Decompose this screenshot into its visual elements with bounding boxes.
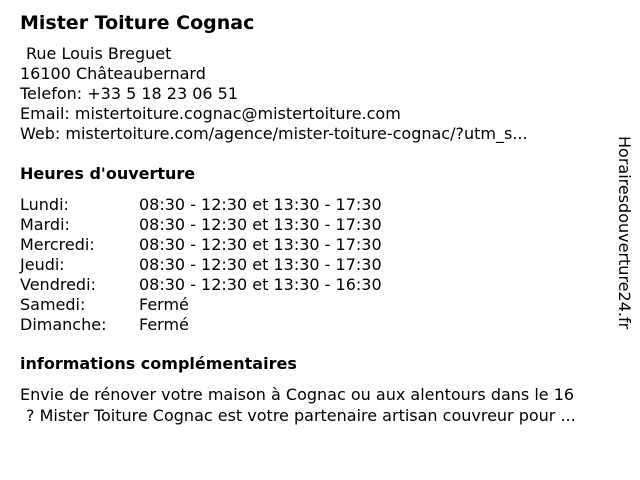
hours-row-tuesday <box>20 215 382 235</box>
day-hours: 08:30 - 12:30 et 13:30 - 17:30 <box>139 195 382 214</box>
contact-block <box>20 44 528 144</box>
business-name: Mister Toiture Cognac <box>20 12 255 34</box>
day-hours: 08:30 - 12:30 et 13:30 - 16:30 <box>139 275 382 294</box>
hours-table <box>20 195 382 335</box>
hours-row-friday <box>20 275 382 295</box>
info-text <box>20 384 630 426</box>
hours-row-thursday <box>20 255 382 275</box>
day-label: Vendredi: <box>20 275 96 294</box>
hours-row-sunday <box>20 315 382 335</box>
day-hours: Fermé <box>139 295 189 314</box>
day-hours: 08:30 - 12:30 et 13:30 - 17:30 <box>139 215 382 234</box>
city-address: 16100 Châteaubernard <box>20 64 206 83</box>
hours-heading: Heures d'ouverture <box>20 164 196 183</box>
email-line: Email: mistertoiture.cognac@mistertoiture.com <box>20 104 401 123</box>
day-label: Samedi: <box>20 295 86 314</box>
info-line-2: ? Mister Toiture Cognac est votre partenaire artisan couvreur pour ... <box>26 406 576 425</box>
day-label: Lundi: <box>20 195 69 214</box>
hours-row-wednesday <box>20 235 382 255</box>
day-label: Mardi: <box>20 215 70 234</box>
hours-row-monday <box>20 195 382 215</box>
day-hours: 08:30 - 12:30 et 13:30 - 17:30 <box>139 255 382 274</box>
info-heading: informations complémentaires <box>20 354 297 373</box>
day-label: Dimanche: <box>20 315 107 334</box>
street-address: Rue Louis Breguet <box>26 44 172 63</box>
web-line: Web: mistertoiture.com/agence/mister-toiture-cognac/?utm_s... <box>20 124 528 143</box>
day-label: Mercredi: <box>20 235 95 254</box>
info-line-1: Envie de rénover votre maison à Cognac ou aux alentours dans le 16 <box>20 385 575 404</box>
phone-line: Telefon: +33 5 18 23 06 51 <box>20 84 239 103</box>
hours-row-saturday <box>20 295 382 315</box>
day-hours: Fermé <box>139 315 189 334</box>
day-hours: 08:30 - 12:30 et 13:30 - 17:30 <box>139 235 382 254</box>
day-label: Jeudi: <box>20 255 65 274</box>
site-watermark: Horairesdouverture24.fr <box>615 136 634 330</box>
